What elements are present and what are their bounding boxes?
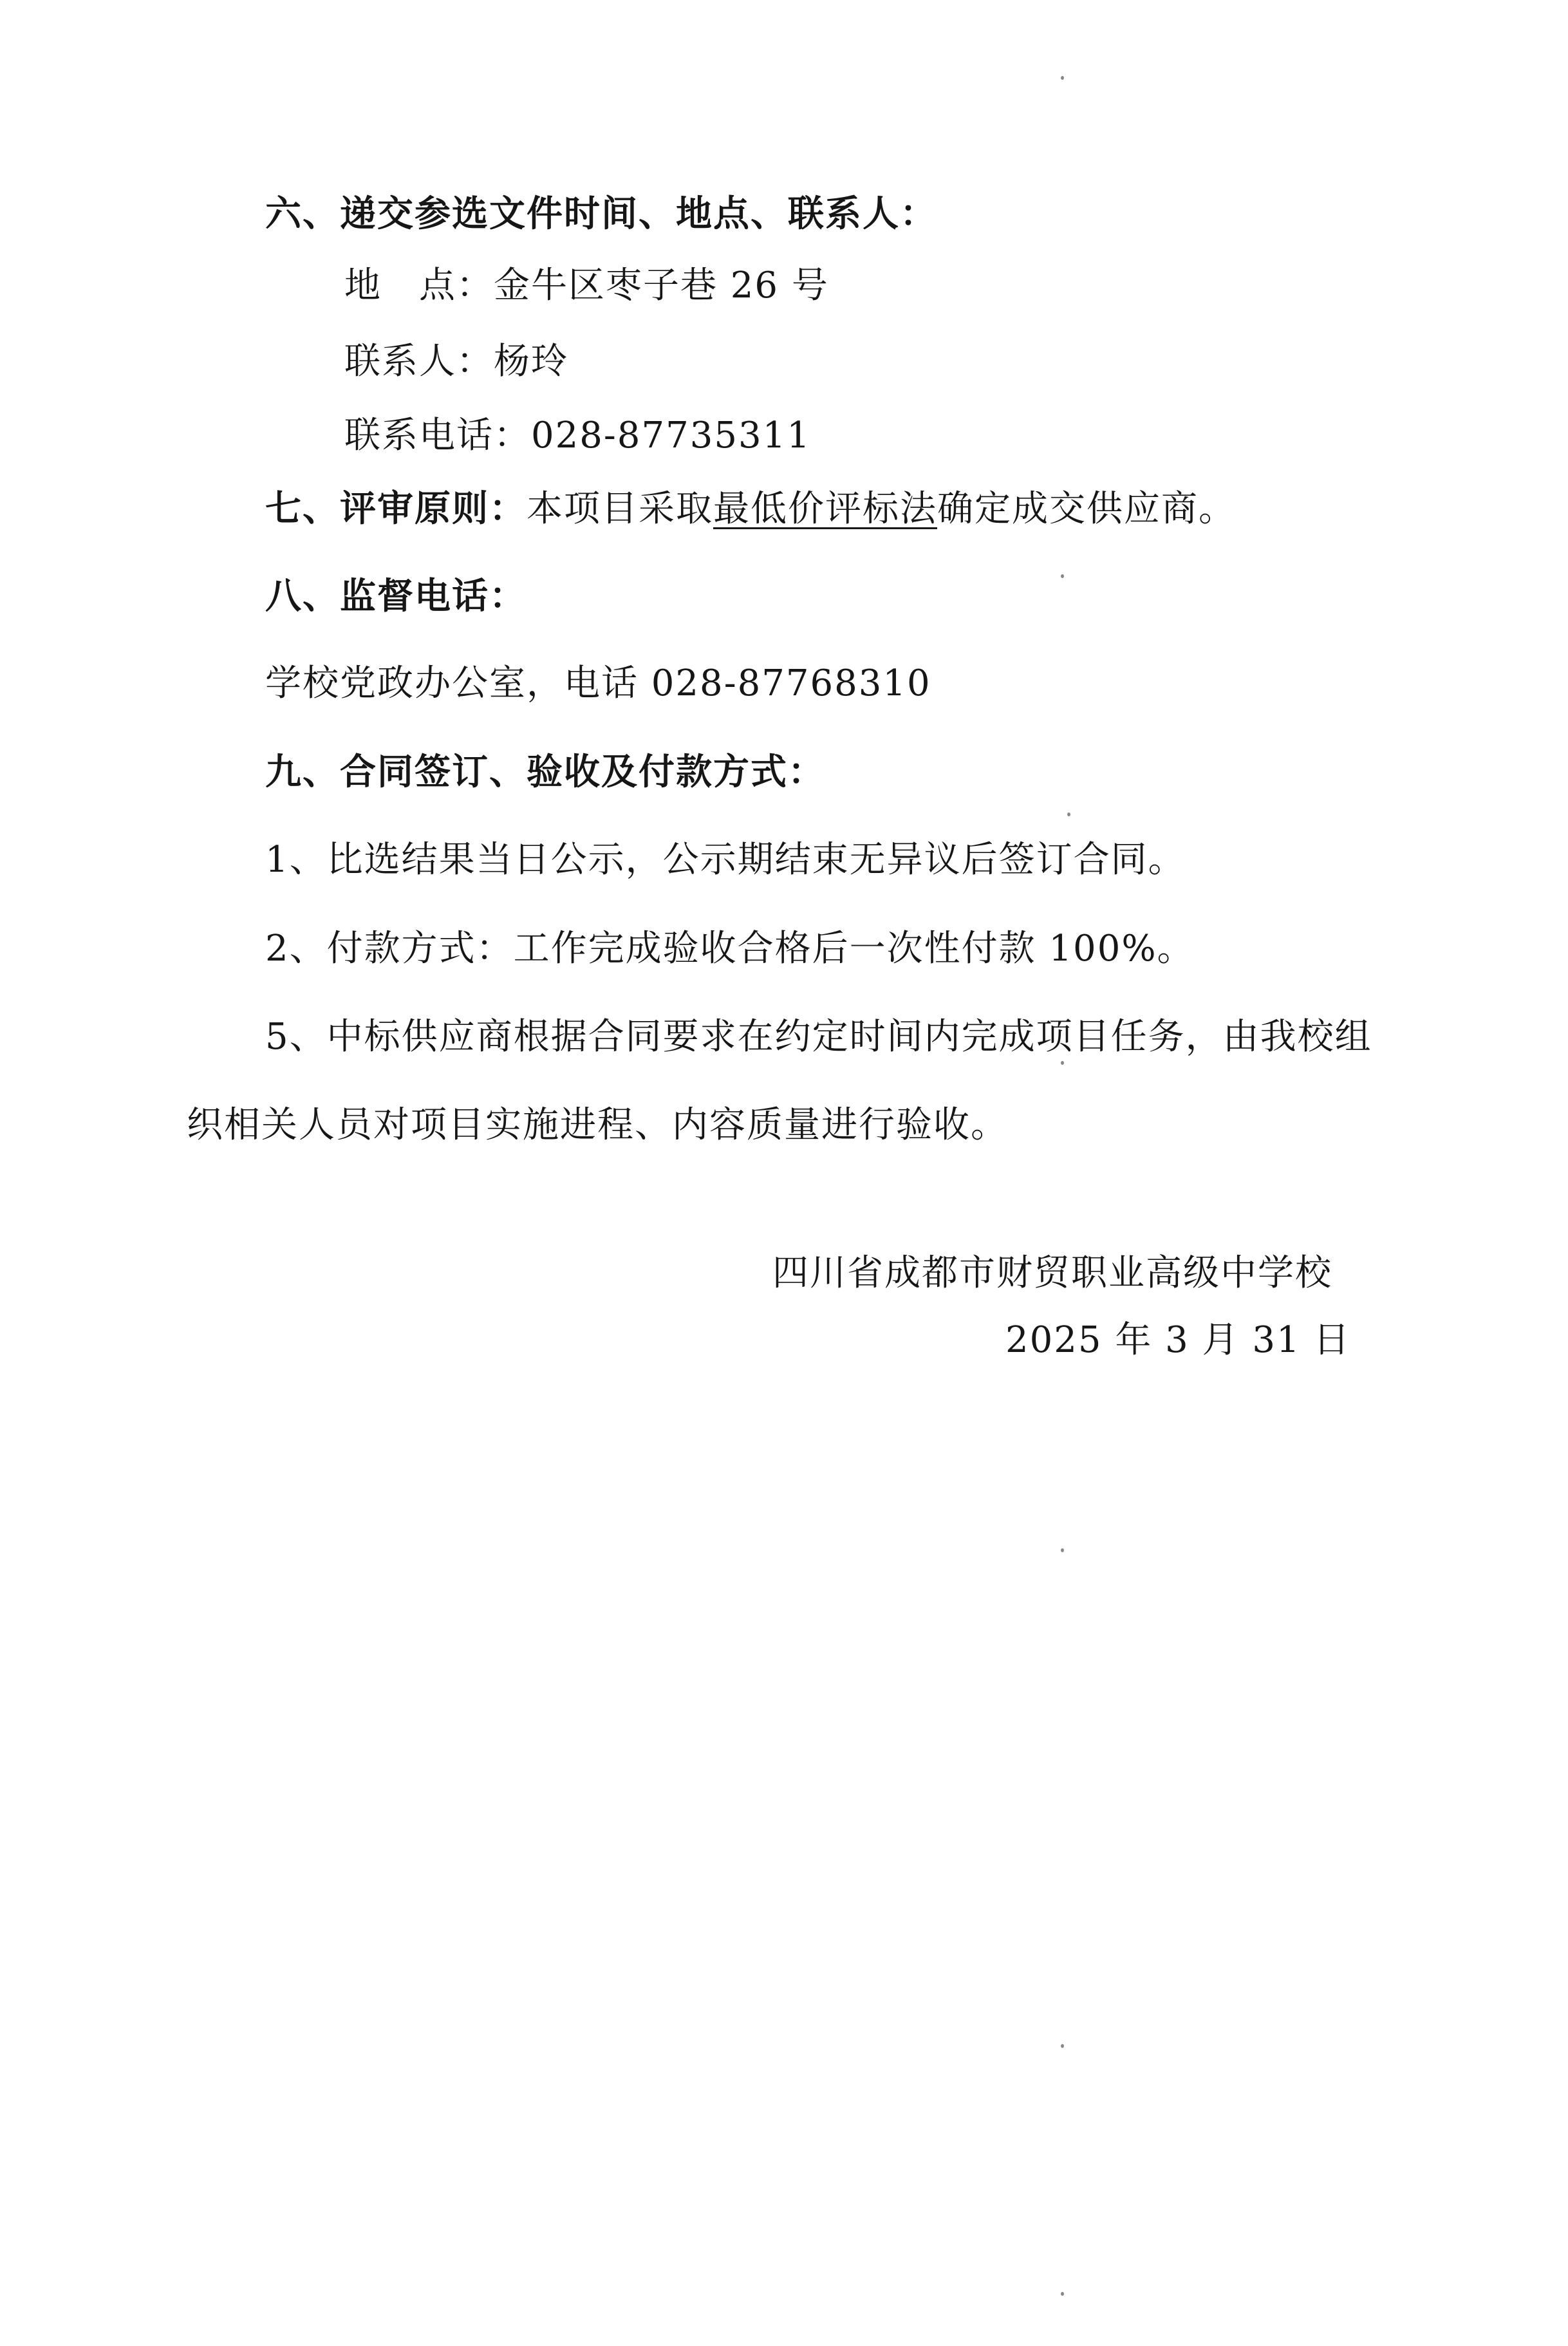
phone-value: 028-87735311: [531, 415, 811, 456]
signature-organization: 四川省成都市财贸职业高级中学校: [772, 1252, 1332, 1294]
evaluation-method: 最低价评标法: [713, 488, 937, 530]
scan-speck: [1061, 76, 1064, 80]
scan-speck: [1061, 2292, 1064, 2296]
location-value: 金牛区枣子巷 26 号: [494, 265, 829, 306]
contact-row: [344, 339, 568, 385]
section7-heading: 七、评审原则：: [265, 487, 527, 530]
scan-speck: [1061, 1061, 1064, 1065]
supervision-phone-text: 学校党政办公室，电话 028-87768310: [265, 662, 931, 704]
section7-row: [265, 485, 1236, 532]
contact-value: 杨玲: [494, 341, 568, 382]
contact-label: 联系人：: [344, 341, 494, 382]
location-row: [344, 263, 829, 309]
section9-item-1: 1、比选结果当日公示，公示期结束无异议后签订合同。: [265, 839, 1186, 881]
section9-heading: 九、合同签订、验收及付款方式：: [265, 751, 825, 793]
location-label: 地 点：: [344, 265, 494, 306]
scan-speck: [1061, 1548, 1064, 1552]
section8-heading: 八、监督电话：: [265, 575, 527, 617]
section9-item-5-line-1: 5、中标供应商根据合同要求在约定时间内完成项目任务，由我校组: [265, 1016, 1372, 1058]
scan-speck: [1061, 574, 1064, 578]
section9-item-2: 2、付款方式：工作完成验收合格后一次性付款 100%。: [265, 928, 1195, 970]
section6-heading: 六、递交参选文件时间、地点、联系人：: [265, 192, 937, 235]
section7-text-before: 本项目采取: [527, 488, 713, 530]
signature-date: 2025 年 3 月 31 日: [1005, 1319, 1351, 1361]
section7-text-after: 确定成交供应商。: [937, 488, 1236, 530]
phone-row: [344, 413, 811, 459]
scan-speck: [1067, 812, 1070, 816]
scan-speck: [1061, 2044, 1064, 2048]
section9-item-5-line-2: 织相关人员对项目实施进程、内容质量进行验收。: [187, 1104, 1008, 1146]
phone-label: 联系电话：: [344, 415, 531, 456]
